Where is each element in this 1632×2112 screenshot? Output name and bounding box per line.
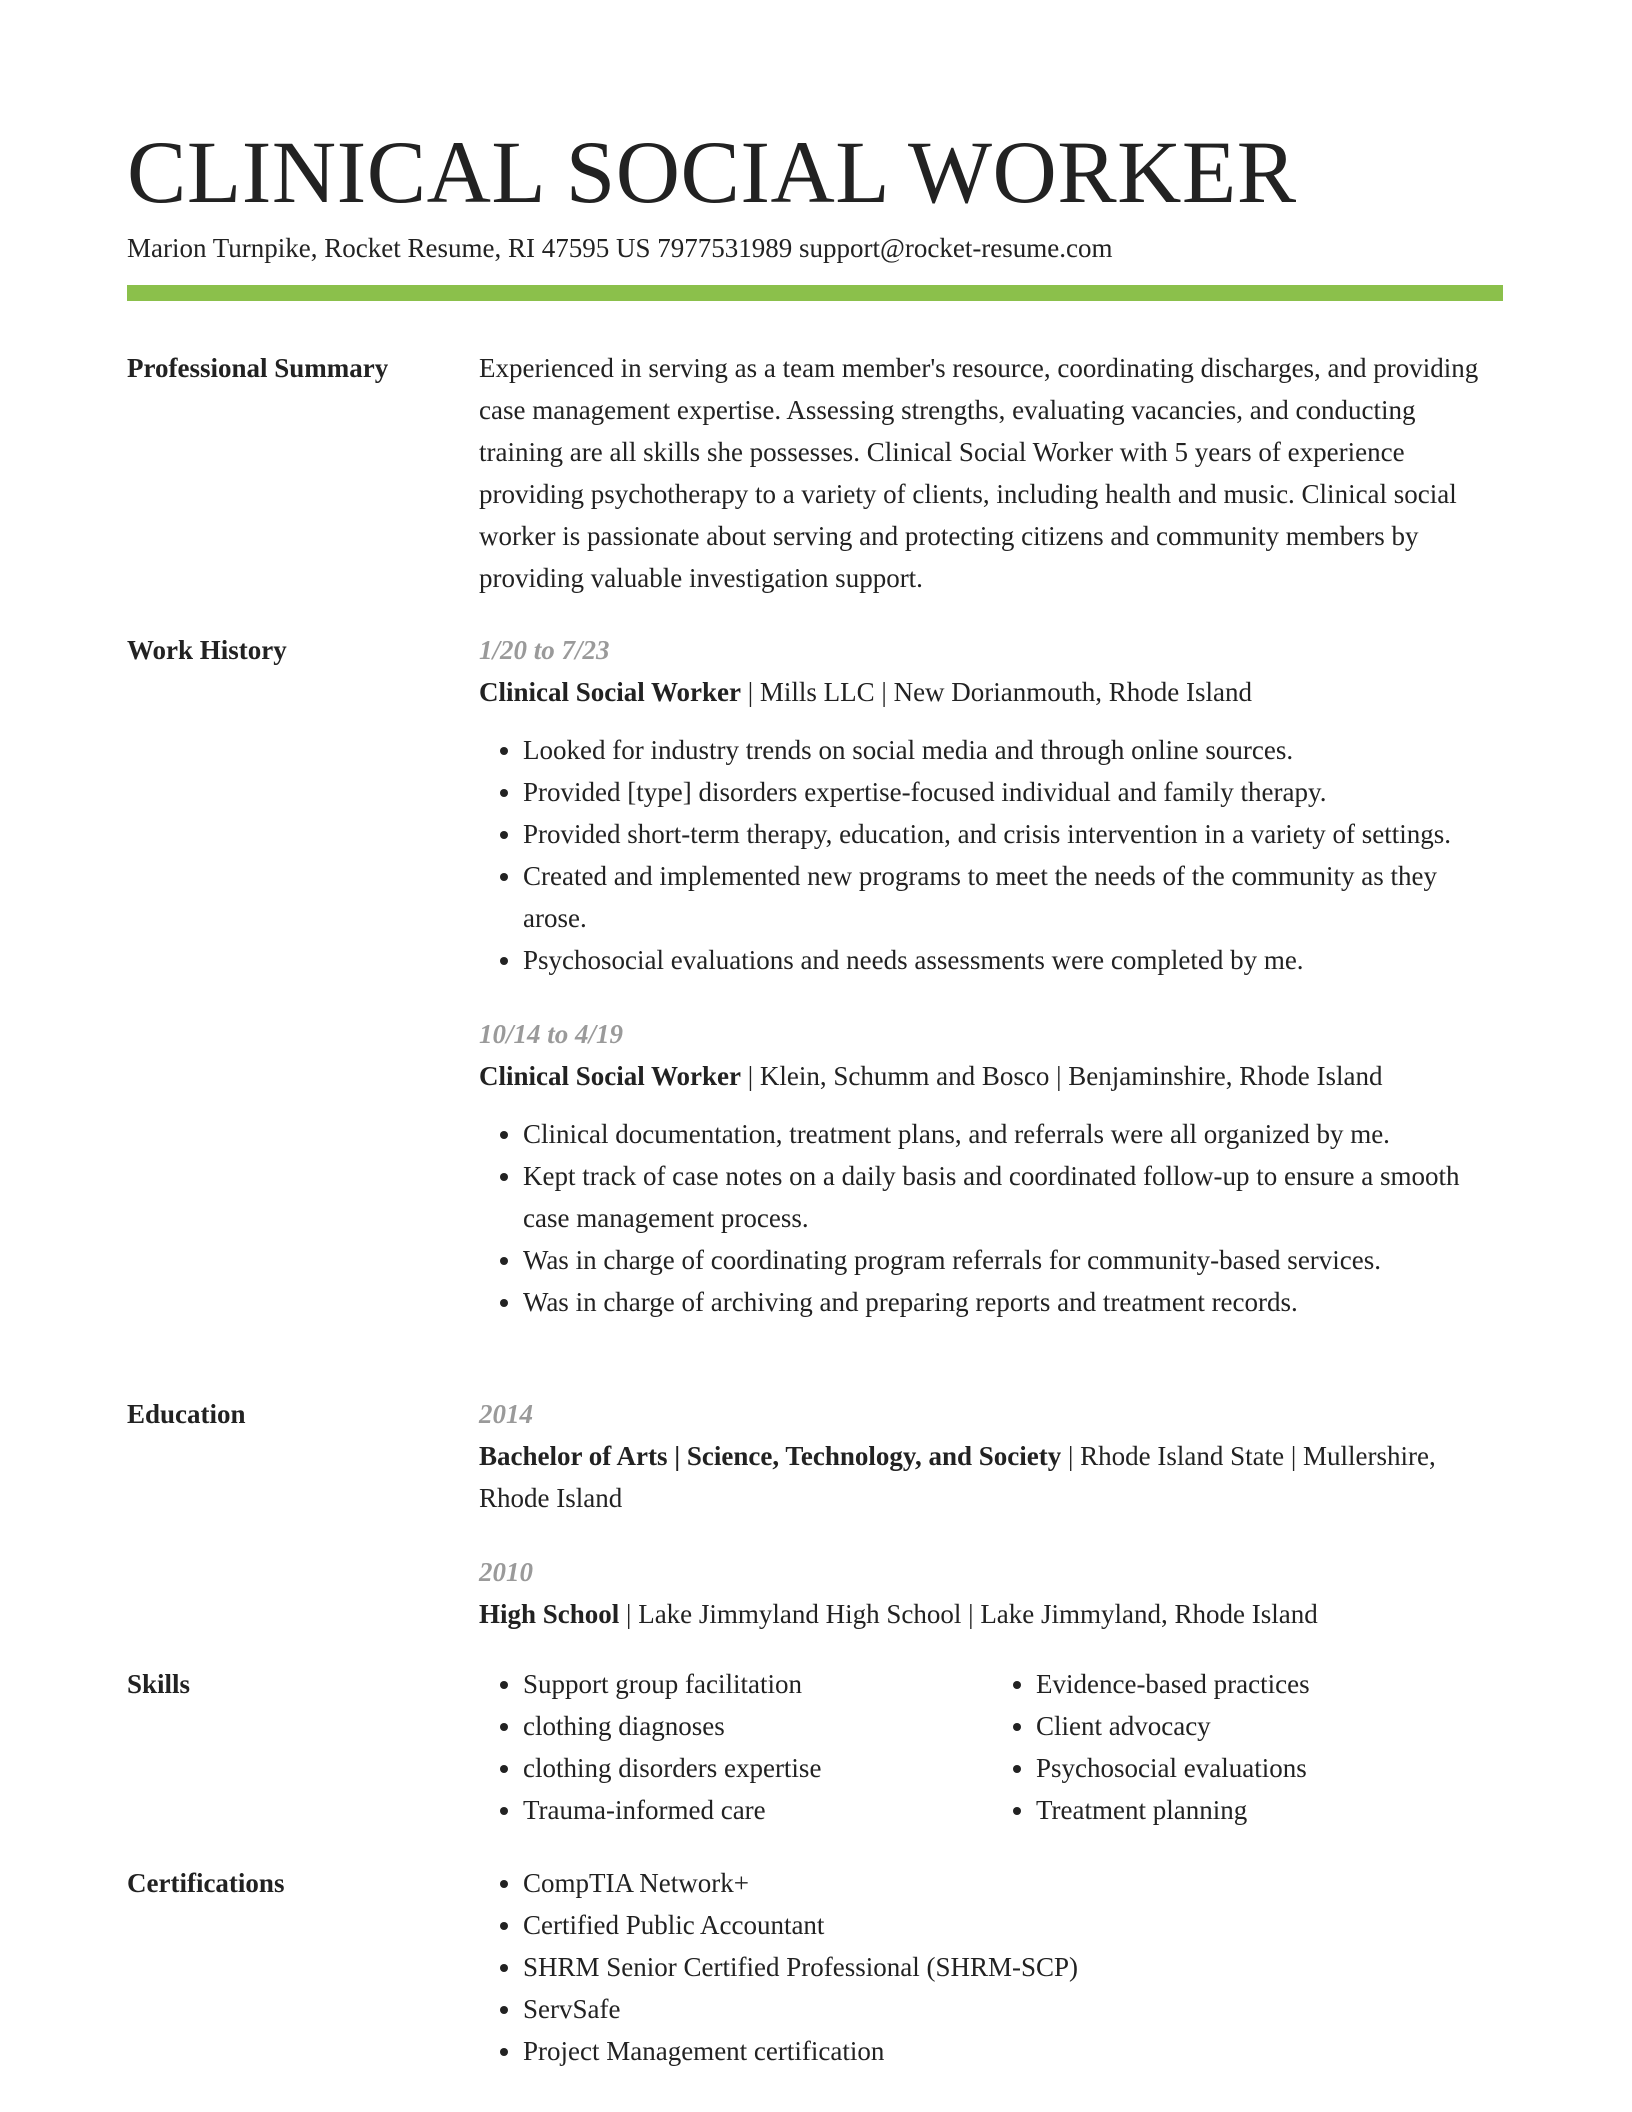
job-bullet: • Created and implemented new programs to meet the needs of the community as they arose. [523,855,1505,939]
education-details: | Rhode Island State | Mullershire, Rhode Island [479,1441,1436,1513]
header-divider [127,285,1503,301]
work-history-label: Work History [127,635,287,665]
skill-item: • Psychosocial evaluations [1036,1747,1505,1789]
job-entry [479,629,1505,981]
job-bullet: • Psychosocial evaluations and needs assessments were completed by me. [523,939,1505,981]
job-title: Clinical Social Worker [479,677,741,707]
summary-text: Experienced in serving as a team member's resource, coordinating discharges, and providing case management expertise. Assessing strengths, evaluating vacancies, and conducting training are all skills she possesses. Clinical Social Worker with 5 years of experience providing psychotherapy to a variety of clients, including health and music. Clinical social worker is passionate about serving and protecting citizens and community members by providing valuable investigation support. [479,353,1479,593]
job-title: Clinical Social Worker [479,1061,741,1091]
certification-item: • ServSafe [523,1988,1505,2030]
job-bullet: • Looked for industry trends on social media and through online sources. [523,729,1505,771]
skill-item: • Client advocacy [1036,1705,1505,1747]
job-details: | Klein, Schumm and Bosco | Benjaminshire, Rhode Island [741,1061,1383,1091]
job-dates: 1/20 to 7/23 [479,635,610,665]
resume-title: CLINICAL SOCIAL WORKER [127,124,1297,222]
education-label: Education [127,1399,246,1429]
education-entry [479,1393,1505,1519]
skills-list-left [479,1663,992,1831]
job-bullets [479,1113,1505,1323]
certifications-list [479,1862,1505,2072]
job-bullet: • Provided [type] disorders expertise-focused individual and family therapy. [523,771,1505,813]
education-degree: Bachelor of Arts | Science, Technology, and Society [479,1441,1062,1471]
certifications-label: Certifications [127,1868,285,1898]
skills-label: Skills [127,1669,191,1699]
skill-item: • Evidence-based practices [1036,1663,1505,1705]
certification-item: • SHRM Senior Certified Professional (SHRM-SCP) [523,1946,1505,1988]
education-details: | Lake Jimmyland High School | Lake Jimmyland, Rhode Island [619,1599,1318,1629]
job-bullet: • Clinical documentation, treatment plans, and referrals were all organized by me. [523,1113,1505,1155]
skill-item: • Support group facilitation [523,1663,992,1705]
education-entry [479,1551,1505,1635]
job-bullet: • Was in charge of coordinating program referrals for community-based services. [523,1239,1505,1281]
job-heading [479,1055,1505,1097]
skill-item: • Trauma-informed care [523,1789,992,1831]
job-heading [479,671,1505,713]
skill-item: • Treatment planning [1036,1789,1505,1831]
contact-line: Marion Turnpike, Rocket Resume, RI 47595 US 7977531989 support@rocket-resume.com [127,233,1113,263]
job-dates: 10/14 to 4/19 [479,1019,624,1049]
job-entry [479,1013,1505,1323]
certification-item: • Project Management certification [523,2030,1505,2072]
education-heading [479,1435,1505,1519]
education-year: 2014 [479,1399,533,1429]
job-bullet: • Kept track of case notes on a daily basis and coordinated follow-up to ensure a smooth case management process. [523,1155,1505,1239]
job-bullet: • Was in charge of archiving and preparing reports and treatment records. [523,1281,1505,1323]
skill-item: • clothing disorders expertise [523,1747,992,1789]
job-bullets [479,729,1505,981]
education-degree: High School [479,1599,620,1629]
job-bullet: • Provided short-term therapy, education, and crisis intervention in a variety of settings. [523,813,1505,855]
summary-label: Professional Summary [127,353,389,383]
skills-grid [479,1663,1505,1831]
skills-list-right [992,1663,1505,1831]
education-year: 2010 [479,1557,533,1587]
education-heading [479,1593,1505,1635]
job-details: | Mills LLC | New Dorianmouth, Rhode Island [741,677,1253,707]
certification-item: • Certified Public Accountant [523,1904,1505,1946]
skill-item: • clothing diagnoses [523,1705,992,1747]
certification-item: • CompTIA Network+ [523,1862,1505,1904]
